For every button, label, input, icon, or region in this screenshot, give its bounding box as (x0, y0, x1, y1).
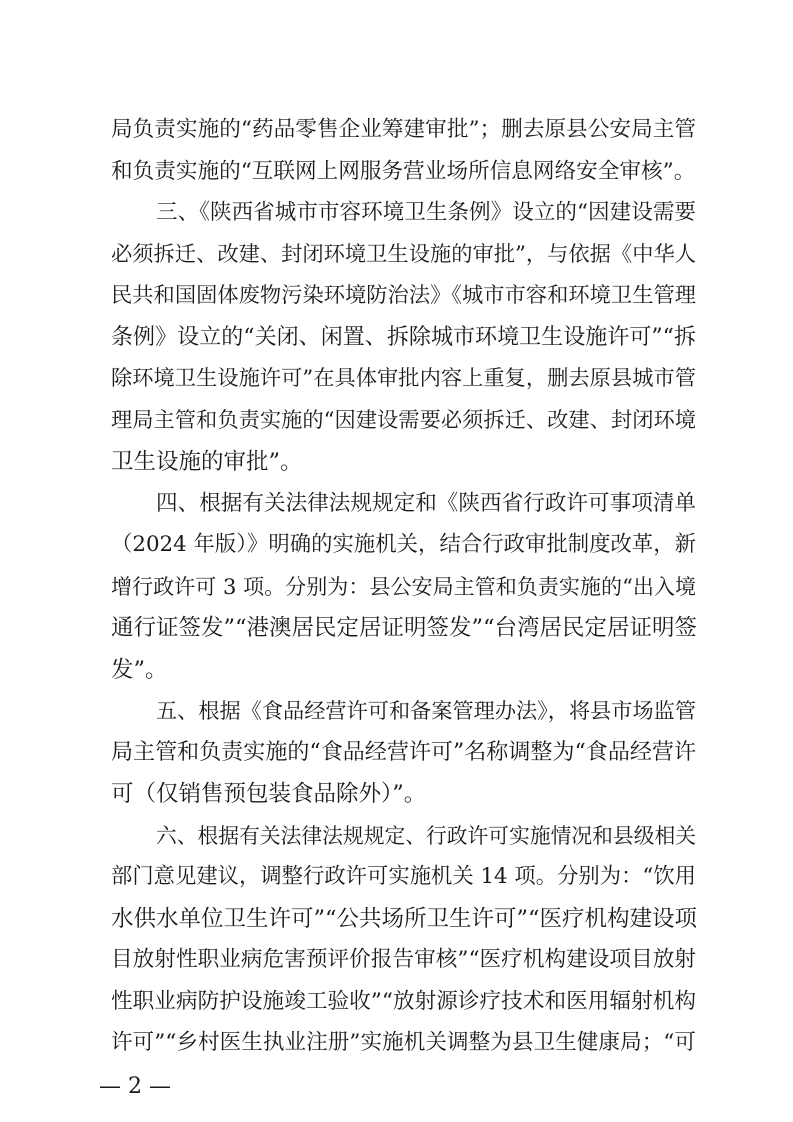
body-line-3: 三、《陕西省城市市容环境卫生条例》设立的“因建设需要 (156, 200, 696, 225)
body-line-11: （2024 年版）》明确的实施机关，结合行政审批制度改革，新 (111, 532, 696, 557)
body-line-17: 可（仅销售预包装食品除外）”。 (111, 781, 427, 807)
body-line-15: 五、根据《食品经营许可和备案管理办法》，将县市场监管 (156, 698, 696, 723)
body-line-12: 增行政许可 3 项。分别为：县公安局主管和负责实施的“出入境 (111, 573, 696, 599)
body-line-5: 民共和国固体废物污染环境防治法》《城市市容和环境卫生管理 (111, 283, 696, 308)
body-line-2: 和负责实施的“互联网上网服务营业场所信息网络安全审核”。 (111, 158, 696, 184)
body-line-21: 目放射性职业病危害预评价报告审核”“医疗机构建设项目放射 (111, 947, 696, 972)
body-line-19: 部门意见建议，调整行政许可实施机关 14 项。分别为：“饮用 (111, 864, 696, 889)
body-line-22: 性职业病防护设施竣工验收”“放射源诊疗技术和医用辐射机构 (111, 988, 696, 1014)
body-line-9: 卫生设施的审批”。 (111, 449, 303, 475)
body-line-18: 六、根据有关法律法规规定、行政许可实施情况和县级相关 (156, 823, 696, 848)
page-number: — 2 — (99, 1074, 171, 1099)
body-line-10: 四、根据有关法律法规规定和《陕西省行政许可事项清单 (156, 490, 696, 516)
body-line-8: 理局主管和负责实施的“因建设需要必须拆迁、改建、封闭环境 (111, 407, 696, 433)
body-line-1: 局负责实施的“药品零售企业筹建审批”；删去原县公安局主管 (111, 117, 696, 142)
body-line-14: 发”。 (111, 656, 168, 683)
body-line-20: 水供水单位卫生许可”“公共场所卫生许可”“医疗机构建设项 (111, 905, 698, 932)
body-line-7: 除环境卫生设施许可”在具体审批内容上重复，删去原县城市管 (111, 366, 696, 391)
body-line-4: 必须拆迁、改建、封闭环境卫生设施的审批”，与依据《中华人 (111, 241, 696, 267)
body-line-16: 局主管和负责实施的“食品经营许可”名称调整为“食品经营许 (111, 739, 696, 765)
body-line-13: 通行证签发”“港澳居民定居证明签发”“台湾居民定居证明签 (111, 615, 698, 641)
body-line-23: 许可”“乡村医生执业注册”实施机关调整为县卫生健康局；“可 (111, 1030, 696, 1055)
body-line-6: 条例》设立的“关闭、闲置、拆除城市环境卫生设施许可”“拆 (111, 324, 696, 350)
